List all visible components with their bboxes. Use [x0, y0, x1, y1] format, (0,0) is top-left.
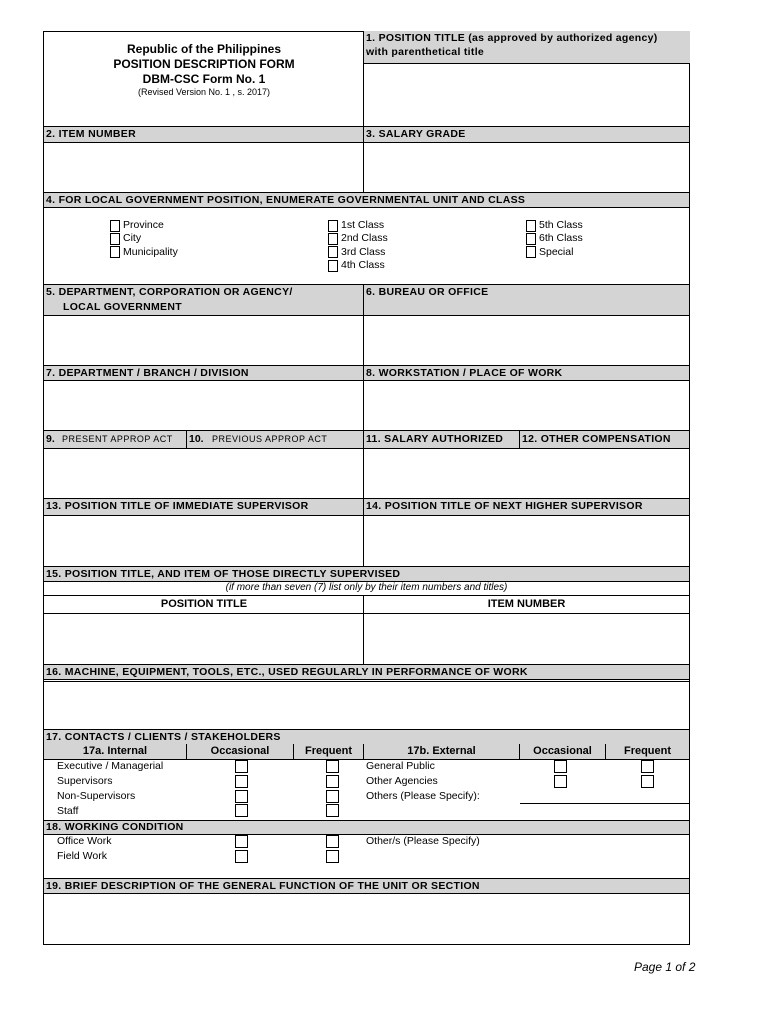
- s19-title: 19. BRIEF DESCRIPTION OF THE GENERAL FUNCTION OF THE UNIT OR SECTION: [46, 880, 480, 892]
- s6-header: [364, 284, 689, 316]
- class-2nd-checkbox[interactable]: [328, 233, 338, 245]
- class-1st-checkbox[interactable]: [328, 220, 338, 232]
- s15-title: 15. POSITION TITLE, AND ITEM OF THOSE DIRECTLY SUPERVISED: [46, 568, 401, 580]
- divider: [44, 681, 689, 682]
- public-frequent-checkbox[interactable]: [641, 760, 654, 773]
- s17a-occasional-label: Occasional: [210, 745, 270, 757]
- external-agencies-label: Other Agencies: [366, 775, 438, 787]
- field-work-label: Field Work: [57, 850, 107, 862]
- s13-header: [44, 498, 364, 516]
- field-work-occasional-checkbox[interactable]: [235, 850, 248, 863]
- republic-label: Republic of the Philippines: [126, 42, 281, 56]
- s5-title: 5. DEPARTMENT, CORPORATION OR AGENCY/: [46, 286, 293, 298]
- agencies-occasional-checkbox[interactable]: [554, 775, 567, 788]
- s14-header: [364, 498, 689, 516]
- s17a-internal-label: 17a. Internal: [82, 745, 148, 757]
- divider: [519, 430, 520, 449]
- public-occasional-checkbox[interactable]: [554, 760, 567, 773]
- class-4th-label: 4th Class: [341, 259, 385, 271]
- s11-title: 11. SALARY AUTHORIZED: [366, 433, 504, 445]
- class-3rd-label: 3rd Class: [341, 246, 386, 258]
- municipality-label: Municipality: [123, 246, 178, 258]
- s1-subtitle: with parenthetical title: [366, 46, 485, 58]
- external-others-label: Others (Please Specify):: [366, 790, 480, 802]
- office-work-occasional-checkbox[interactable]: [235, 835, 248, 848]
- class-4th-checkbox[interactable]: [328, 260, 338, 272]
- class-3rd-checkbox[interactable]: [328, 246, 338, 258]
- s6-title: 6. BUREAU OR OFFICE: [366, 286, 489, 298]
- divider: [363, 430, 364, 499]
- s14-title: 14. POSITION TITLE OF NEXT HIGHER SUPERVISOR: [366, 500, 643, 512]
- municipality-checkbox[interactable]: [110, 246, 120, 258]
- internal-nonsupervisors-label: Non-Supervisors: [57, 790, 136, 802]
- divider: [293, 744, 294, 760]
- class-5th-label: 5th Class: [539, 219, 583, 231]
- office-work-frequent-checkbox[interactable]: [326, 835, 339, 848]
- divider: [363, 498, 364, 567]
- s9-number: 9.: [46, 433, 55, 445]
- class-6th-checkbox[interactable]: [526, 233, 536, 245]
- staff-frequent-checkbox[interactable]: [326, 804, 339, 817]
- divider: [363, 284, 364, 366]
- s5-subtitle: LOCAL GOVERNMENT: [63, 301, 182, 313]
- s15-note: (if more than seven (7) list only by their item numbers and titles): [225, 582, 508, 593]
- s4-title: 4. FOR LOCAL GOVERNMENT POSITION, ENUMERATE GOVERNMENTAL UNIT AND CLASS: [46, 194, 526, 206]
- s3-title: 3. SALARY GRADE: [366, 128, 466, 140]
- province-label: Province: [123, 219, 164, 231]
- s19-header: [44, 878, 689, 894]
- form-frame: [43, 31, 690, 945]
- field-work-frequent-checkbox[interactable]: [326, 850, 339, 863]
- s1-header: [364, 31, 690, 64]
- others-specify-line[interactable]: [520, 803, 689, 804]
- s2-title: 2. ITEM NUMBER: [46, 128, 136, 140]
- office-work-label: Office Work: [57, 835, 112, 847]
- s16-header: [44, 664, 689, 680]
- s9-label: PRESENT APPROP ACT: [62, 434, 173, 444]
- s10-number: 10.: [189, 433, 204, 445]
- s17-title: 17. CONTACTS / CLIENTS / STAKEHOLDERS: [46, 731, 281, 743]
- internal-supervisors-label: Supervisors: [57, 775, 113, 787]
- s8-header: [364, 365, 689, 381]
- s15-header: [44, 566, 689, 582]
- s2-header: [44, 126, 364, 143]
- page-number: Page 1 of 2: [634, 960, 696, 974]
- s15-col-item: ITEM NUMBER: [487, 598, 566, 610]
- city-checkbox[interactable]: [110, 233, 120, 245]
- class-special-checkbox[interactable]: [526, 246, 536, 258]
- s7-title: 7. DEPARTMENT / BRANCH / DIVISION: [46, 367, 249, 379]
- s17-header: [44, 729, 689, 745]
- nonsupervisors-occasional-checkbox[interactable]: [235, 790, 248, 803]
- city-label: City: [123, 232, 142, 244]
- form-revision: (Revised Version No. 1 , s. 2017): [137, 87, 271, 97]
- divider: [363, 31, 364, 127]
- supervisors-occasional-checkbox[interactable]: [235, 775, 248, 788]
- s17b-external-label: 17b. External: [407, 745, 476, 757]
- class-2nd-label: 2nd Class: [341, 232, 388, 244]
- divider: [363, 744, 364, 760]
- class-6th-label: 6th Class: [539, 232, 583, 244]
- divider: [44, 613, 689, 614]
- staff-occasional-checkbox[interactable]: [235, 804, 248, 817]
- s18-title: 18. WORKING CONDITION: [46, 821, 184, 833]
- divider: [363, 595, 364, 665]
- divider: [519, 744, 520, 760]
- nonsupervisors-frequent-checkbox[interactable]: [326, 790, 339, 803]
- s3-header: [364, 126, 689, 143]
- s13-title: 13. POSITION TITLE OF IMMEDIATE SUPERVISOR: [46, 500, 309, 512]
- divider: [186, 744, 187, 760]
- s17a-frequent-label: Frequent: [304, 745, 353, 757]
- s1-title: 1. POSITION TITLE (as approved by authorized agency): [366, 32, 658, 44]
- other-condition-label: Other/s (Please Specify): [366, 835, 480, 847]
- s8-title: 8. WORKSTATION / PLACE OF WORK: [366, 367, 563, 379]
- divider: [363, 365, 364, 431]
- class-special-label: Special: [539, 246, 574, 258]
- divider: [605, 744, 606, 760]
- s12-title: 12. OTHER COMPENSATION: [522, 433, 671, 445]
- agencies-frequent-checkbox[interactable]: [641, 775, 654, 788]
- s15-col-position: POSITION TITLE: [160, 598, 248, 610]
- province-checkbox[interactable]: [110, 220, 120, 232]
- external-public-label: General Public: [366, 760, 435, 772]
- s16-title: 16. MACHINE, EQUIPMENT, TOOLS, ETC., USED REGULARLY IN PERFORMANCE OF WORK: [46, 666, 528, 678]
- class-1st-label: 1st Class: [341, 219, 385, 231]
- s5-header: [44, 284, 364, 316]
- internal-staff-label: Staff: [57, 805, 79, 817]
- divider: [186, 430, 187, 449]
- s17b-occasional-label: Occasional: [533, 745, 592, 757]
- class-5th-checkbox[interactable]: [526, 220, 536, 232]
- supervisors-frequent-checkbox[interactable]: [326, 775, 339, 788]
- form-name: POSITION DESCRIPTION FORM: [113, 57, 295, 71]
- executive-frequent-checkbox[interactable]: [326, 760, 339, 773]
- form-header: [44, 42, 364, 97]
- divider: [363, 126, 364, 193]
- s4-header: [44, 192, 689, 208]
- form-number: DBM-CSC Form No. 1: [142, 72, 266, 86]
- s17b-frequent-label: Frequent: [623, 745, 672, 757]
- s10-label: PREVIOUS APPROP ACT: [212, 434, 328, 444]
- executive-occasional-checkbox[interactable]: [235, 760, 248, 773]
- s18-header: [44, 820, 689, 835]
- divider: [44, 595, 689, 596]
- s7-header: [44, 365, 364, 381]
- internal-executive-label: Executive / Managerial: [57, 760, 164, 772]
